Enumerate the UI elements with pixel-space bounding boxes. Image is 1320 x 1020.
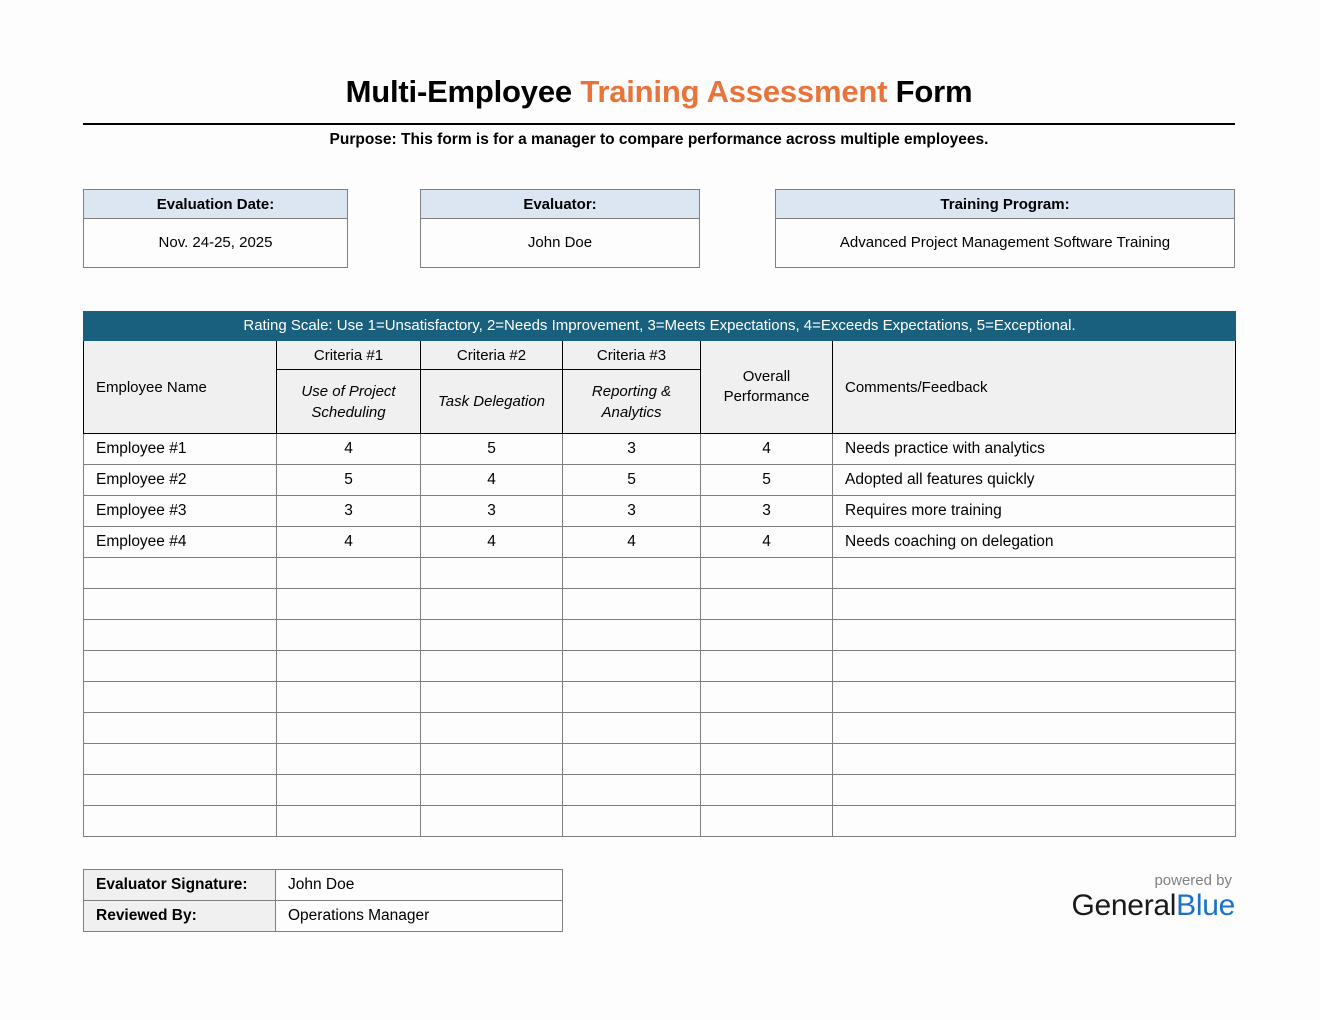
cell-employee-name[interactable] xyxy=(84,682,277,713)
evaluation-date-label: Evaluation Date: xyxy=(84,190,347,219)
rating-scale-row xyxy=(84,312,1236,341)
column-header-employee-name: Employee Name xyxy=(84,341,277,434)
cell-criteria-2-score[interactable] xyxy=(421,558,563,589)
cell-overall-performance[interactable]: 4 xyxy=(701,434,833,465)
cell-comments[interactable]: Needs coaching on delegation xyxy=(833,527,1236,558)
training-program-box xyxy=(775,189,1235,268)
cell-criteria-1-score[interactable]: 5 xyxy=(277,465,421,496)
cell-criteria-3-score[interactable] xyxy=(563,713,701,744)
column-subheader-criteria-3: Reporting & Analytics xyxy=(563,370,701,434)
cell-employee-name[interactable]: Employee #3 xyxy=(84,496,277,527)
cell-employee-name[interactable]: Employee #2 xyxy=(84,465,277,496)
table-row xyxy=(84,527,1236,558)
cell-criteria-2-score[interactable]: 4 xyxy=(421,527,563,558)
evaluator-box xyxy=(420,189,700,268)
evaluator-value[interactable]: John Doe xyxy=(527,234,593,251)
cell-overall-performance[interactable] xyxy=(701,806,833,837)
cell-employee-name[interactable] xyxy=(84,651,277,682)
cell-criteria-2-score[interactable] xyxy=(421,713,563,744)
cell-overall-performance[interactable] xyxy=(701,713,833,744)
cell-comments[interactable] xyxy=(833,651,1236,682)
cell-criteria-1-score[interactable]: 4 xyxy=(277,434,421,465)
cell-employee-name[interactable] xyxy=(84,558,277,589)
cell-criteria-2-score[interactable]: 4 xyxy=(421,465,563,496)
table-row-empty xyxy=(84,775,1236,806)
table-row-empty xyxy=(84,682,1236,713)
cell-overall-performance[interactable]: 4 xyxy=(701,527,833,558)
cell-comments[interactable] xyxy=(833,775,1236,806)
signature-table xyxy=(83,869,563,932)
cell-criteria-2-score[interactable] xyxy=(421,744,563,775)
cell-criteria-3-score[interactable] xyxy=(563,744,701,775)
page-title xyxy=(83,74,1235,110)
cell-criteria-3-score[interactable] xyxy=(563,806,701,837)
evaluation-date-box xyxy=(83,189,348,268)
cell-criteria-1-score[interactable] xyxy=(277,651,421,682)
evaluator-label: Evaluator: xyxy=(421,190,699,219)
cell-comments[interactable] xyxy=(833,558,1236,589)
cell-comments[interactable]: Adopted all features quickly xyxy=(833,465,1236,496)
cell-criteria-1-score[interactable] xyxy=(277,744,421,775)
evaluator-signature-value[interactable]: John Doe xyxy=(276,870,563,901)
cell-criteria-3-score[interactable] xyxy=(563,558,701,589)
cell-criteria-1-score[interactable] xyxy=(277,713,421,744)
table-row-empty xyxy=(84,558,1236,589)
reviewed-by-label: Reviewed By: xyxy=(84,901,276,932)
evaluator-signature-label: Evaluator Signature: xyxy=(84,870,276,901)
brand-name-blue: Blue xyxy=(1176,889,1235,922)
cell-criteria-1-score[interactable] xyxy=(277,620,421,651)
title-divider xyxy=(83,123,1235,125)
assessment-table xyxy=(83,311,1236,837)
training-program-label: Training Program: xyxy=(776,190,1234,219)
cell-comments[interactable]: Needs practice with analytics xyxy=(833,434,1236,465)
cell-overall-performance[interactable] xyxy=(701,589,833,620)
assessment-table-body xyxy=(84,434,1236,837)
cell-criteria-1-score[interactable] xyxy=(277,806,421,837)
column-subheader-criteria-2: Task Delegation xyxy=(421,370,563,434)
cell-comments[interactable] xyxy=(833,744,1236,775)
table-header-row-top xyxy=(84,341,1236,370)
column-header-overall-performance: Overall Performance xyxy=(701,341,833,434)
cell-criteria-3-score[interactable] xyxy=(563,651,701,682)
cell-comments[interactable] xyxy=(833,806,1236,837)
rating-scale-banner: Rating Scale: Use 1=Unsatisfactory, 2=Needs Improvement, 3=Meets Expectations, 4=Exceeds Expectations, 5=Exceptional. xyxy=(84,312,1236,341)
title-part-2-accent: Training Assessment xyxy=(580,74,888,109)
cell-employee-name[interactable] xyxy=(84,589,277,620)
cell-overall-performance[interactable] xyxy=(701,682,833,713)
cell-employee-name[interactable] xyxy=(84,806,277,837)
cell-criteria-3-score[interactable] xyxy=(563,620,701,651)
cell-criteria-1-score[interactable] xyxy=(277,558,421,589)
cell-overall-performance[interactable] xyxy=(701,775,833,806)
cell-comments[interactable] xyxy=(833,589,1236,620)
column-header-criteria-3: Criteria #3 xyxy=(563,341,701,370)
column-header-criteria-1: Criteria #1 xyxy=(277,341,421,370)
table-row-empty xyxy=(84,744,1236,775)
cell-criteria-3-score[interactable]: 5 xyxy=(563,465,701,496)
brand-name-general: General xyxy=(1071,889,1177,922)
table-row-empty xyxy=(84,589,1236,620)
table-row xyxy=(84,434,1236,465)
cell-overall-performance[interactable] xyxy=(701,620,833,651)
cell-overall-performance[interactable]: 5 xyxy=(701,465,833,496)
cell-overall-performance[interactable] xyxy=(701,558,833,589)
table-row xyxy=(84,496,1236,527)
cell-criteria-3-score[interactable] xyxy=(563,775,701,806)
reviewed-by-value[interactable]: Operations Manager xyxy=(276,901,563,932)
cell-criteria-1-score[interactable] xyxy=(277,589,421,620)
cell-overall-performance[interactable] xyxy=(701,744,833,775)
column-header-criteria-2: Criteria #2 xyxy=(421,341,563,370)
cell-overall-performance[interactable]: 3 xyxy=(701,496,833,527)
title-part-3: Form xyxy=(887,74,973,109)
cell-employee-name[interactable] xyxy=(84,775,277,806)
cell-criteria-3-score[interactable] xyxy=(563,682,701,713)
training-program-value[interactable]: Advanced Project Management Software Training xyxy=(839,234,1171,251)
generalblue-logo xyxy=(1010,872,1235,923)
column-header-comments: Comments/Feedback xyxy=(833,341,1236,434)
table-row-empty xyxy=(84,713,1236,744)
cell-criteria-3-score[interactable]: 4 xyxy=(563,527,701,558)
purpose-text: Purpose: This form is for a manager to compare performance across multiple employees. xyxy=(329,131,989,148)
evaluation-date-value[interactable]: Nov. 24-25, 2025 xyxy=(158,234,273,251)
title-part-1: Multi-Employee xyxy=(345,74,581,109)
cell-criteria-3-score[interactable]: 3 xyxy=(563,434,701,465)
cell-criteria-2-score[interactable] xyxy=(421,620,563,651)
cell-criteria-3-score[interactable] xyxy=(563,589,701,620)
cell-employee-name[interactable]: Employee #4 xyxy=(84,527,277,558)
table-row-empty xyxy=(84,620,1236,651)
column-subheader-criteria-1: Use of Project Scheduling xyxy=(277,370,421,434)
cell-criteria-2-score[interactable] xyxy=(421,806,563,837)
brand-name xyxy=(1010,889,1235,923)
cell-comments[interactable]: Requires more training xyxy=(833,496,1236,527)
cell-criteria-2-score[interactable]: 5 xyxy=(421,434,563,465)
cell-criteria-2-score[interactable] xyxy=(421,682,563,713)
cell-criteria-1-score[interactable]: 3 xyxy=(277,496,421,527)
table-row xyxy=(84,901,563,932)
cell-criteria-2-score[interactable] xyxy=(421,775,563,806)
cell-criteria-1-score[interactable]: 4 xyxy=(277,527,421,558)
cell-comments[interactable] xyxy=(833,620,1236,651)
cell-criteria-2-score[interactable]: 3 xyxy=(421,496,563,527)
cell-employee-name[interactable] xyxy=(84,713,277,744)
cell-employee-name[interactable] xyxy=(84,744,277,775)
table-row-empty xyxy=(84,806,1236,837)
table-row-empty xyxy=(84,651,1236,682)
cell-employee-name[interactable]: Employee #1 xyxy=(84,434,277,465)
cell-overall-performance[interactable] xyxy=(701,651,833,682)
cell-criteria-1-score[interactable] xyxy=(277,775,421,806)
cell-comments[interactable] xyxy=(833,682,1236,713)
powered-by-label: powered by xyxy=(1154,872,1232,889)
cell-criteria-3-score[interactable]: 3 xyxy=(563,496,701,527)
cell-criteria-2-score[interactable] xyxy=(421,651,563,682)
table-row xyxy=(84,870,563,901)
table-row xyxy=(84,465,1236,496)
cell-criteria-1-score[interactable] xyxy=(277,682,421,713)
cell-criteria-2-score[interactable] xyxy=(421,589,563,620)
cell-employee-name[interactable] xyxy=(84,620,277,651)
cell-comments[interactable] xyxy=(833,713,1236,744)
